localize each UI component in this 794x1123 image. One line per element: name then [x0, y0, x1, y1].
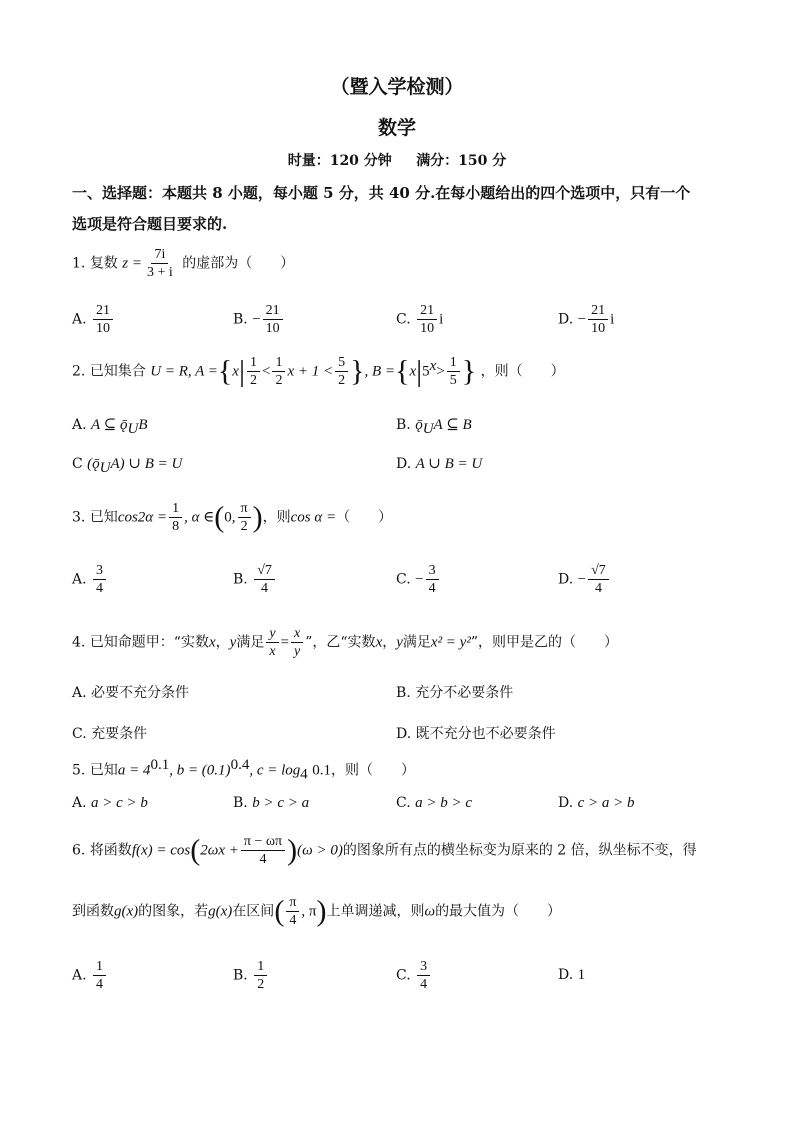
q6-line2e: 的最大值为（ ）: [435, 903, 562, 920]
frac-den: 4: [289, 913, 297, 928]
q5-c-tail: 0.1: [312, 762, 331, 779]
subject-title: 数学: [377, 117, 416, 139]
q1-option-c: [396, 302, 443, 337]
option-label: B.: [233, 571, 248, 588]
score-label: 满分：150 分: [416, 153, 507, 169]
q5-b: , b = (0.1): [169, 762, 231, 779]
q5-c: , c = log: [249, 762, 301, 779]
q4-x2: x: [375, 634, 383, 651]
frac-num: 21: [588, 302, 608, 320]
q2-option-a: [72, 415, 148, 438]
q5-c-sub: 4: [300, 766, 308, 783]
option-label: D.: [558, 571, 574, 588]
frac-num: 1: [93, 958, 106, 976]
q6-option-d: [558, 967, 585, 984]
q4-text1: 已知命题甲：“实数: [89, 634, 209, 651]
q2-lt: <: [261, 363, 271, 380]
question-5: [72, 757, 415, 783]
option-text: 充要条件: [91, 726, 148, 742]
q6-inner: 2ωx +: [200, 842, 239, 859]
option-label: A.: [72, 685, 87, 701]
option-tail: A ⊆ B: [433, 417, 472, 433]
option-label: D.: [558, 795, 574, 811]
option-label: C.: [72, 726, 87, 742]
frac-den: 2: [249, 373, 257, 388]
frac-den: 8: [172, 519, 180, 534]
q1-option-b: [233, 302, 285, 337]
q3-tail: （ ）: [336, 509, 393, 526]
q3-option-c: [396, 562, 441, 597]
q5-option-c: [396, 795, 472, 812]
q5-option-b: [233, 795, 309, 812]
option-label: D.: [396, 726, 412, 742]
q2-option-c: [72, 454, 182, 477]
q5-pre: 已知: [89, 762, 118, 779]
q1-number: 1.: [72, 255, 86, 272]
frac-num: π − ωπ: [241, 833, 285, 851]
q4-number: 4.: [72, 634, 86, 651]
q2-pre: 已知集合: [89, 363, 146, 380]
frac-num: √7: [254, 562, 275, 580]
time-label: 时量：120 分钟: [287, 153, 392, 169]
frac-den: 5: [449, 373, 457, 388]
frac-num: π: [238, 500, 251, 518]
q2-exp: x: [429, 357, 437, 374]
q6-gx2: g(x): [208, 903, 233, 920]
q2-bx: x: [409, 363, 417, 380]
q6-option-b: [233, 958, 269, 993]
option-label: A.: [72, 417, 87, 433]
option-sub: U: [422, 420, 434, 437]
q4-option-d: [396, 723, 556, 743]
frac-num: x: [291, 625, 303, 643]
frac-num: √7: [588, 562, 609, 580]
q6-line2a: 到函数: [72, 903, 114, 920]
q2-mid: x + 1 <: [287, 363, 334, 380]
option-sub: U: [127, 420, 139, 437]
question-6-line1: 6. 将函数f(x) = cos(2ωx + $\frac{\pi - \omega\pi}{4}$ )(ω > 0)的图象所有点的横坐标变为原来的 2 倍，纵坐标不变，得: [72, 833, 697, 867]
option-label: B.: [233, 311, 248, 328]
frac-den: 4: [428, 581, 436, 596]
frac-den: 10: [96, 321, 111, 336]
option-label: C.: [396, 311, 411, 328]
frac-num: 21: [93, 302, 113, 320]
suffix: i: [439, 311, 444, 328]
q1-post: 的虚部为（ ）: [182, 255, 295, 272]
q4-eq: =: [280, 634, 290, 651]
q5-b-exp: 0.4: [230, 757, 250, 773]
frac-num: y: [266, 625, 278, 643]
q3-option-b: [233, 562, 277, 597]
frac-num: 5: [335, 354, 348, 372]
q6-cond: (ω > 0): [297, 842, 343, 859]
q4-text4: 满足: [402, 634, 431, 651]
q3-pre: 已知: [89, 509, 118, 526]
q1-frac-den: 3 + i: [146, 265, 173, 280]
q6-int-tail: , π: [301, 903, 317, 920]
option-text: a > b > c: [415, 795, 473, 811]
question-1: [72, 246, 294, 281]
q3-option-d: [558, 562, 611, 597]
option-text: 充分不必要条件: [415, 685, 514, 701]
q1-option-d: [558, 302, 614, 337]
q2-post: ，则（ ）: [480, 363, 565, 380]
frac-num: 1: [254, 958, 267, 976]
option-label: C.: [396, 967, 411, 984]
q3-range: , α ∈: [184, 509, 215, 526]
q4-option-b: [396, 682, 513, 702]
q2-set-b: , B =: [364, 363, 396, 380]
option-label: C: [72, 456, 83, 472]
frac-num: 1: [272, 354, 285, 372]
question-2: 2. 已知集合 U = R, A ={x| $\frac{1}{2}$ < $\frac{1}{2}$ x + 1 < $\frac{5}{2}$ }, $B =\{x|5^x>$ $\frac{1}{5}$ } ，则（ ）: [72, 354, 565, 388]
frac-den: 2: [338, 373, 346, 388]
q4-comma: ，: [215, 634, 230, 651]
frac-num: 21: [417, 302, 437, 320]
frac-den: 4: [594, 581, 602, 596]
frac-den: 10: [591, 321, 606, 336]
q5-option-a: [72, 795, 148, 812]
option-expr: A ∪ B = U: [415, 456, 483, 472]
q3-number: 3.: [72, 509, 86, 526]
frac-den: 4: [96, 581, 104, 596]
frac-num: 3: [417, 958, 430, 976]
option-label: C.: [396, 795, 411, 811]
q1-fraction: [144, 246, 176, 281]
q1-pre: 复数: [89, 255, 118, 272]
q2-base: 5: [422, 363, 430, 380]
option-label: B.: [233, 967, 248, 984]
q2-gt: >: [436, 363, 445, 380]
q5-a-exp: 0.1: [150, 757, 170, 773]
option-label: D.: [396, 456, 412, 472]
option-text: 必要不充分条件: [91, 685, 190, 701]
q2-option-b: [396, 415, 472, 438]
option-label: A.: [72, 795, 87, 811]
question-3: 3. 已知cos2α = $\frac{1}{8}$ , α ∈(0, $\frac{\pi}{2}$ )，则cos α =（ ）: [72, 500, 393, 534]
frac-den: y: [294, 644, 301, 659]
q6-option-a: [72, 958, 108, 993]
frac-num: 1: [447, 354, 460, 372]
option-label: A.: [72, 967, 87, 984]
frac-num: 1: [247, 354, 260, 372]
frac-den: 10: [265, 321, 280, 336]
q2-set-u: U = R, A =: [150, 363, 218, 380]
sign: −: [415, 571, 424, 588]
exam-title: （暨入学检测）: [330, 76, 464, 98]
frac-den: 2: [275, 373, 283, 388]
section-heading-line1: 一、选择题：本题共 8 小题，每小题 5 分，共 40 分.在每小题给出的四个选项中，只有一个: [72, 184, 691, 202]
q6-option-c: [396, 958, 432, 993]
frac-num: 3: [426, 562, 439, 580]
q5-option-d: [558, 795, 635, 812]
frac-num: 1: [169, 500, 182, 518]
q6-omega: ω: [424, 903, 436, 920]
q3-post: ，则: [262, 509, 291, 526]
sign: −: [577, 571, 587, 588]
frac-den: 4: [420, 977, 428, 992]
frac-den: 2: [240, 519, 248, 534]
option-expr: A ⊆ ǭ: [91, 417, 128, 433]
q6-line2b: 的图象，若: [138, 903, 209, 920]
q3-zero: 0,: [224, 509, 236, 526]
option-text: 1: [577, 967, 586, 983]
q3-option-a: [72, 562, 108, 597]
frac-num: 3: [93, 562, 106, 580]
option-label: B.: [396, 685, 411, 701]
section-heading-line2: 选项是符合题目要求的.: [72, 215, 228, 233]
q4-option-c: [72, 723, 147, 743]
sign: −: [577, 311, 587, 328]
option-label: A.: [72, 311, 87, 328]
q4-y2: y: [396, 634, 403, 651]
q4-text3: ”，乙“实数: [305, 634, 376, 651]
option-label: B.: [233, 795, 248, 811]
option-expr: ǭ: [415, 417, 423, 433]
q5-a: a = 4: [117, 762, 151, 779]
q1-frac-num: 7i: [151, 246, 168, 264]
option-tail: B: [138, 417, 148, 433]
option-label: D.: [558, 311, 574, 328]
frac-num: 21: [263, 302, 283, 320]
suffix: i: [610, 311, 615, 328]
exam-info: [0, 150, 794, 170]
frac-den: x: [269, 644, 276, 659]
sign: −: [252, 311, 261, 328]
q6-text1: 的图象所有点的横坐标变为原来的 2 倍，纵坐标不变，得: [342, 842, 697, 859]
q1-option-a: [72, 302, 115, 337]
q5-post: ，则（ ）: [330, 762, 415, 779]
q2-x: x: [232, 363, 239, 380]
q1-expr: z =: [122, 255, 142, 272]
q4-option-a: [72, 682, 189, 702]
option-expr: (ǭ: [87, 456, 100, 472]
q2-number: 2.: [72, 363, 86, 380]
q6-number: 6.: [72, 842, 86, 859]
option-tail: A) ∪ B = U: [110, 456, 183, 472]
q4-comma2: ，: [382, 634, 397, 651]
question-6-line2: 到函数g(x)的图象，若g(x)在区间( $\frac{\pi}{4}$ , π)上单调递减，则ω的最大值为（ ）: [72, 894, 562, 928]
option-label: C.: [396, 571, 411, 588]
frac-num: π: [286, 894, 299, 912]
q6-pre: 将函数: [89, 842, 132, 859]
option-label: B.: [396, 417, 411, 433]
option-label: D.: [558, 967, 574, 983]
option-text: b > c > a: [252, 795, 310, 811]
option-text: 既不充分也不必要条件: [415, 726, 556, 742]
q3-cos2a: cos2α =: [117, 509, 168, 526]
q4-x: x: [208, 634, 216, 651]
q3-cosa: cos α =: [290, 509, 337, 526]
question-4: [72, 625, 618, 660]
option-label: A.: [72, 571, 87, 588]
frac-den: 2: [257, 977, 265, 992]
q5-number: 5.: [72, 762, 86, 779]
q6-fx: f(x) = cos: [131, 842, 191, 859]
q6-line2d: 上单调递减，则: [326, 903, 425, 920]
frac-den: 4: [261, 581, 269, 596]
q6-gx: g(x): [114, 903, 139, 920]
frac-den: 4: [259, 852, 267, 867]
frac-den: 4: [96, 977, 104, 992]
option-text: a > c > b: [91, 795, 148, 811]
q2-option-d: [396, 454, 482, 473]
option-text: c > a > b: [577, 795, 635, 811]
q4-y: y: [229, 634, 237, 651]
option-sub: U: [99, 459, 111, 476]
q4-text2: 满足: [236, 634, 265, 651]
frac-den: 10: [420, 321, 435, 336]
q4-eq2: x² = y²: [430, 634, 471, 651]
q4-text5: ”，则甲是乙的（ ）: [470, 634, 619, 651]
q6-line2c: 在区间: [232, 903, 275, 920]
